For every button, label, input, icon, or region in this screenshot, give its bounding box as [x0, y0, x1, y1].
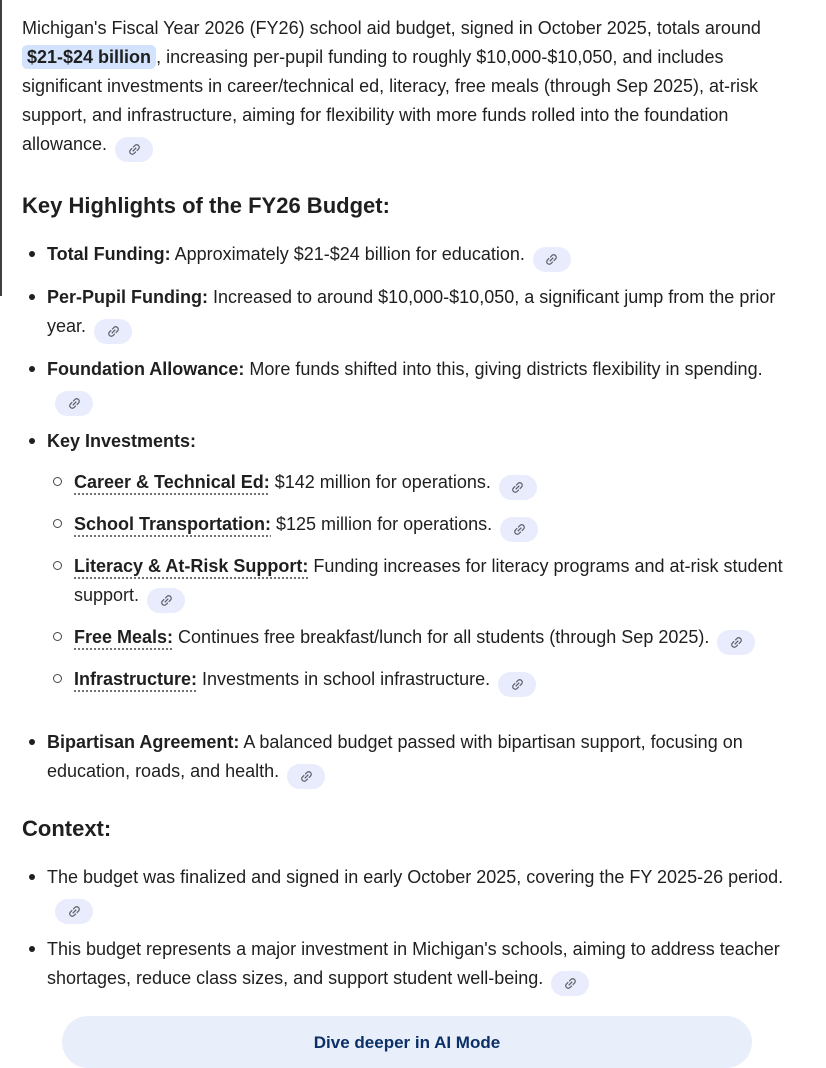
dive-deeper-button[interactable] [62, 1016, 752, 1068]
list-item [22, 283, 790, 344]
source-link-button[interactable] [551, 971, 589, 996]
link-icon [67, 396, 82, 411]
item-text: A balanced budget passed with bipartisan support, focusing on education, roads, and health. [47, 732, 743, 781]
intro-paragraph [22, 14, 790, 162]
item-label: Bipartisan Agreement: [47, 732, 240, 752]
source-link-button[interactable] [55, 391, 93, 416]
item-label: Key Investments: [47, 431, 197, 451]
bullet-marker [29, 251, 35, 257]
bullet-marker [29, 946, 35, 952]
list-item [22, 427, 790, 717]
bullet-marker [29, 438, 35, 444]
link-icon [106, 324, 121, 339]
highlights-heading: Key Highlights of the FY26 Budget: [22, 193, 390, 218]
circle-bullet-marker [53, 561, 62, 570]
left-edge-rule [0, 0, 2, 296]
circle-bullet-marker [53, 519, 62, 528]
source-link-button[interactable] [147, 588, 185, 613]
source-link-button[interactable] [94, 319, 132, 344]
list-item [22, 728, 790, 789]
item-text: $142 million for operations. [269, 472, 491, 492]
list-item [47, 665, 790, 697]
bullet-marker [29, 366, 35, 372]
item-label[interactable]: Literacy & At-Risk Support: [74, 556, 309, 576]
item-text: This budget represents a major investment in Michigan's schools, aiming to address teacher shortages, reduce class sizes, and support student well-being. [47, 939, 780, 988]
item-label[interactable]: Free Meals: [74, 627, 174, 647]
item-text: $125 million for operations. [271, 514, 493, 534]
item-text: More funds shifted into this, giving districts flexibility in spending. [244, 359, 763, 379]
circle-bullet-marker [53, 632, 62, 641]
source-link-button[interactable] [115, 137, 153, 162]
item-text: Investments in school infrastructure. [197, 669, 491, 689]
item-text: Approximately $21-$24 billion for education. [170, 244, 525, 264]
item-text: Continues free breakfast/lunch for all students (through Sep 2025). [173, 627, 710, 647]
item-label: Per-Pupil Funding: [47, 287, 208, 307]
item-text: Funding increases for literacy programs and at-risk student support. [74, 556, 783, 605]
link-icon [544, 252, 559, 267]
item-label: Total Funding: [47, 244, 171, 264]
list-item [47, 552, 790, 613]
link-icon [729, 635, 744, 650]
dive-deeper-label: Dive deeper in AI Mode [313, 1032, 501, 1052]
link-icon [299, 769, 314, 784]
item-label[interactable]: Infrastructure: [74, 669, 198, 689]
list-item [22, 935, 790, 996]
context-list [22, 863, 790, 996]
item-label[interactable]: Career & Technical Ed: [74, 472, 270, 492]
intro-text-pre: Michigan's Fiscal Year 2026 (FY26) school aid budget, signed in October 2025, totals around [22, 18, 761, 38]
source-link-button[interactable] [55, 899, 93, 924]
source-link-button[interactable] [533, 247, 571, 272]
source-link-button[interactable] [287, 764, 325, 789]
list-item [22, 863, 790, 924]
bullet-marker [29, 739, 35, 745]
link-icon [67, 904, 82, 919]
link-icon [510, 677, 525, 692]
source-link-button[interactable] [498, 672, 536, 697]
list-item [22, 355, 790, 416]
item-label[interactable]: School Transportation: [74, 514, 272, 534]
item-text: The budget was finalized and signed in early October 2025, covering the FY 2025-26 period. [47, 867, 784, 887]
circle-bullet-marker [53, 477, 62, 486]
highlighted-amount[interactable]: $21-$24 billion [22, 45, 156, 69]
source-link-button[interactable] [717, 630, 755, 655]
source-link-button[interactable] [500, 517, 538, 542]
list-item [47, 468, 790, 500]
investments-list [47, 468, 790, 697]
item-text: Increased to around $10,000-$10,050, a significant jump from the prior year. [47, 287, 776, 336]
list-item [22, 240, 790, 272]
intro-text-post: , increasing per-pupil funding to roughly $10,000-$10,050, and includes significant investments in career/technical ed, literacy, free meals (through Sep 2025), at-risk support, and infrastructure, aiming for flexibility with more funds rolled into the foundation allowance. [22, 47, 759, 154]
link-icon [127, 142, 142, 157]
context-heading: Context: [22, 816, 112, 841]
highlights-list [22, 240, 790, 789]
item-label: Foundation Allowance: [47, 359, 245, 379]
bullet-marker [29, 294, 35, 300]
link-icon [512, 522, 527, 537]
list-item [47, 510, 790, 542]
link-icon [510, 480, 525, 495]
link-icon [159, 593, 174, 608]
circle-bullet-marker [53, 674, 62, 683]
bullet-marker [29, 874, 35, 880]
source-link-button[interactable] [499, 475, 537, 500]
link-icon [563, 976, 578, 991]
list-item [47, 623, 790, 655]
